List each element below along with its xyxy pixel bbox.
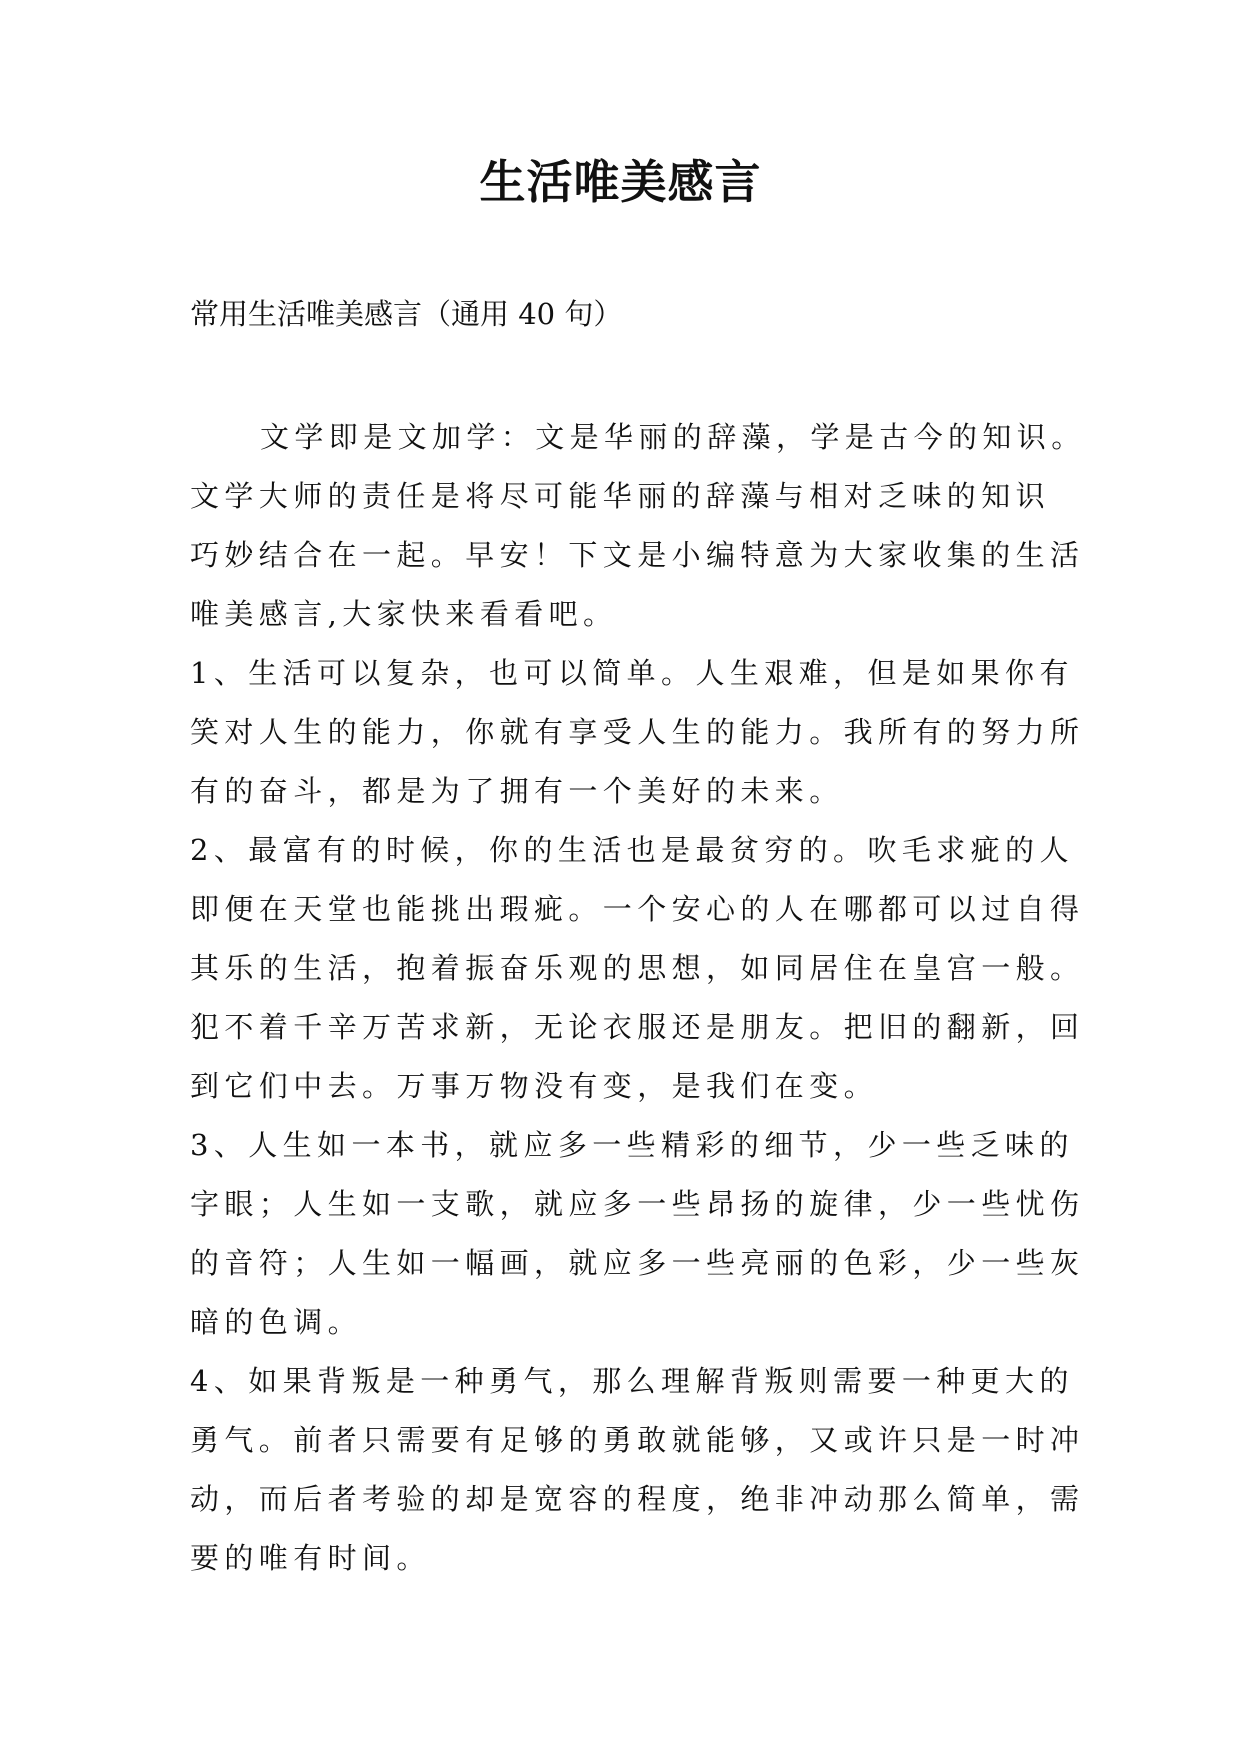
body-line: 即便在天堂也能挑出瑕疵。一个安心的人在哪都可以过自得 [190,892,1085,926]
body-line: 动，而后者考验的却是宽容的程度，绝非冲动那么简单，需 [190,1482,1085,1516]
body-line: 笑对人生的能力，你就有享受人生的能力。我所有的努力所 [190,715,1085,749]
body-line: 文学大师的责任是将尽可能华丽的辞藻与相对乏味的知识 [190,479,1051,513]
body-line: 字眼；人生如一支歌，就应多一些昂扬的旋律，少一些忧伤 [190,1187,1085,1221]
body-line: 3、人生如一本书，就应多一些精彩的细节，少一些乏味的 [190,1128,1074,1162]
document-body [190,408,1190,1588]
body-line: 要的唯有时间。 [190,1541,431,1575]
body-line: 4、如果背叛是一种勇气，那么理解背叛则需要一种更大的 [190,1364,1074,1398]
body-line: 唯美感言,大家快来看看吧。 [190,597,618,631]
body-line: 巧妙结合在一起。早安！下文是小编特意为大家收集的生活 [190,538,1085,572]
body-line: 其乐的生活，抱着振奋乐观的思想，如同居住在皇宫一般。 [190,951,1085,985]
body-line: 暗的色调。 [190,1305,363,1339]
body-line: 犯不着千辛万苦求新，无论衣服还是朋友。把旧的翻新，回 [190,1010,1085,1044]
body-line: 文学即是文加学：文是华丽的辞藻，学是古今的知识。 [260,420,1086,454]
body-line: 勇气。前者只需要有足够的勇敢就能够，又或许只是一时冲 [190,1423,1085,1457]
document-subtitle: 常用生活唯美感言（通用 40 句） [190,297,623,331]
body-line: 2、最富有的时候，你的生活也是最贫穷的。吹毛求疵的人 [190,833,1074,867]
body-line: 1、生活可以复杂，也可以简单。人生艰难，但是如果你有 [190,656,1074,690]
body-line: 到它们中去。万事万物没有变，是我们在变。 [190,1069,879,1103]
body-line: 有的奋斗，都是为了拥有一个美好的未来。 [190,774,844,808]
body-line: 的音符；人生如一幅画，就应多一些亮丽的色彩，少一些灰 [190,1246,1085,1280]
document-title: 生活唯美感言 [479,155,762,209]
